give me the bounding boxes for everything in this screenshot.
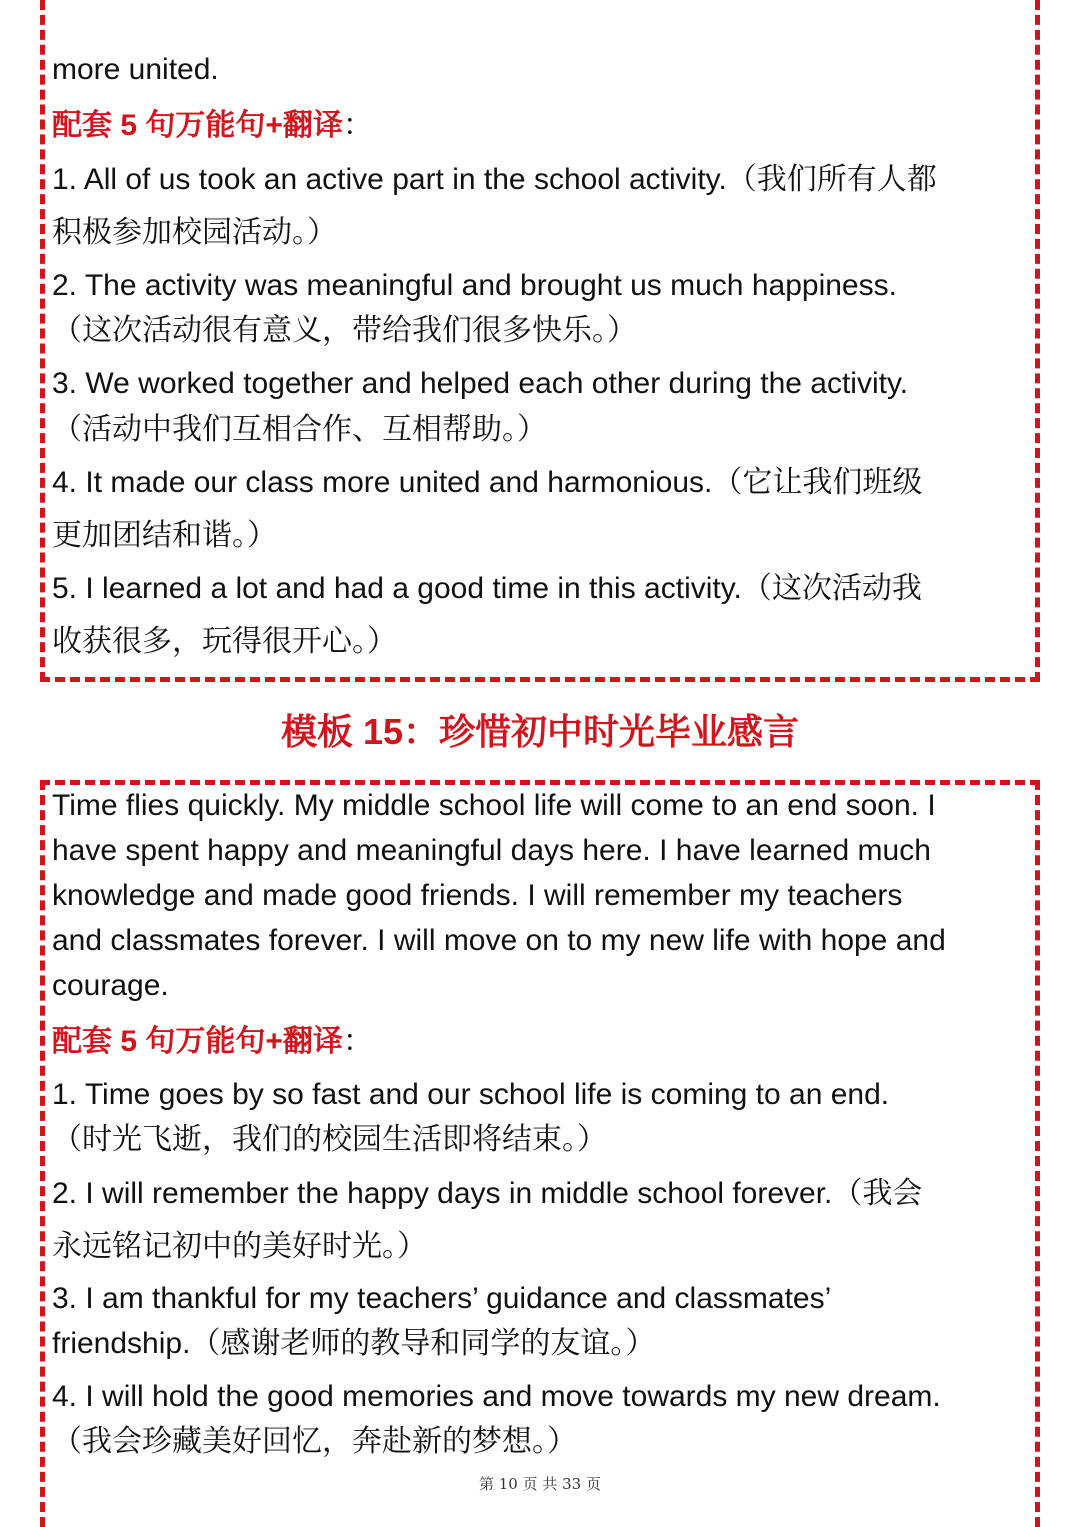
t15-sentence-3-line-2: friendship.（感谢老师的教导和同学的友谊。） (52, 1327, 656, 1360)
sentence-1-line-2: 积极参加校园活动。） (52, 216, 337, 249)
sentence-4-line-1: 4. It made our class more united and harmonious.（它让我们班级 (52, 466, 923, 499)
t15-sentence-2-line-2: 永远铭记初中的美好时光。） (52, 1230, 427, 1263)
phrases-heading-colon: ： (342, 109, 373, 142)
phrases-heading-15-text: 配套 5 句万能句+翻译 (52, 1025, 343, 1058)
t15-sentence-4-line-1: 4. I will hold the good memories and move towards my new dream. (52, 1380, 941, 1413)
phrases-heading-15 (52, 1022, 373, 1062)
phrases-heading-15-colon: ： (342, 1025, 373, 1058)
sentence-2-line-2: （这次活动很有意义，带给我们很多快乐。） (52, 314, 637, 347)
phrases-heading (52, 106, 373, 146)
sentence-3-line-2: （活动中我们互相合作、互相帮助。） (52, 413, 547, 446)
sentence-5-line-1: 5. I learned a lot and had a good time in this activity.（这次活动我 (52, 572, 922, 605)
sentence-2-line-1: 2. The activity was meaningful and brought us much happiness. (52, 269, 897, 302)
t15-sentence-1-line-1: 1. Time goes by so fast and our school life is coming to an end. (52, 1078, 890, 1111)
template-15-title: 模板 15：珍惜初中时光毕业感言 (280, 711, 800, 752)
t15-sentence-2-line-1: 2. I will remember the happy days in middle school forever.（我会 (52, 1177, 923, 1210)
t15-sentence-3-line-1: 3. I am thankful for my teachers’ guidance and classmates’ (52, 1282, 832, 1315)
essay-line-2: have spent happy and meaningful days here. I have learned much (52, 834, 931, 867)
sentence-1-line-1: 1. All of us took an active part in the school activity.（我们所有人都 (52, 163, 937, 196)
phrases-heading-text: 配套 5 句万能句+翻译 (52, 109, 343, 142)
essay-line-3: knowledge and made good friends. I will remember my teachers (52, 879, 903, 912)
t15-sentence-4-line-2: （我会珍藏美好回忆，奔赴新的梦想。） (52, 1425, 577, 1458)
essay-line-5: courage. (52, 969, 169, 1002)
essay-line-1: Time flies quickly. My middle school life will come to an end soon. I (52, 789, 936, 822)
essay-line-4: and classmates forever. I will move on to my new life with hope and (52, 924, 946, 957)
sentence-4-line-2: 更加团结和谐。） (52, 519, 277, 552)
page-number: 第 10 页 共 33 页 (478, 1475, 601, 1493)
t15-sentence-1-line-2: （时光飞逝，我们的校园生活即将结束。） (52, 1123, 607, 1156)
essay-continuation: more united. (52, 53, 219, 86)
sentence-5-line-2: 收获很多，玩得很开心。） (52, 625, 397, 658)
sentence-3-line-1: 3. We worked together and helped each other during the activity. (52, 367, 909, 400)
